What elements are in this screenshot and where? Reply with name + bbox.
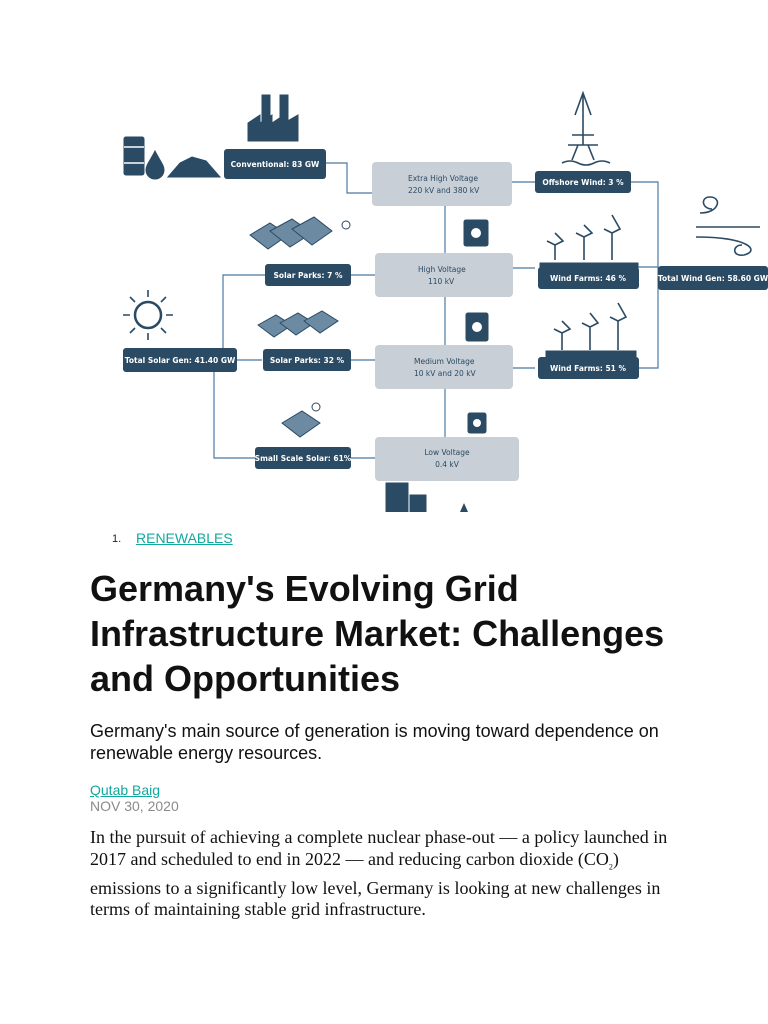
node-solar-parks-32 <box>263 349 351 371</box>
extra-high-voltage-value: 220 kV and 380 kV <box>408 186 480 195</box>
node-wind-farms-51 <box>538 357 639 379</box>
offshore-wind-label: Offshore Wind: 3 % <box>542 178 624 187</box>
oil-barrel-icon <box>124 137 144 175</box>
high-voltage-value: 110 kV <box>428 277 455 286</box>
breadcrumb-renewables-link[interactable]: RENEWABLES <box>136 530 233 546</box>
node-medium-voltage <box>375 345 513 389</box>
low-voltage-value: 0.4 kV <box>435 460 459 469</box>
low-voltage-label: Low Voltage <box>424 448 470 457</box>
article-body-paragraph <box>90 827 670 921</box>
diagram-connectors <box>214 163 658 458</box>
solar-panels-icon-parks-32 <box>258 311 338 337</box>
oil-drop-icon <box>146 151 164 179</box>
transformer-icon-high <box>464 220 488 246</box>
node-small-scale-solar <box>255 447 352 469</box>
medium-voltage-value: 10 kV and 20 kV <box>414 369 476 378</box>
page-title: Germany's Evolving Grid Infrastructure Market: Challenges and Opportunities <box>90 568 665 699</box>
node-conventional <box>224 149 326 179</box>
solar-panel-icon-small <box>282 403 320 437</box>
article-subtitle: Germany's main source of generation is moving toward dependence on renewable energy resources. <box>90 721 659 763</box>
high-voltage-label: High Voltage <box>418 265 466 274</box>
total-solar-gen-label: Total Solar Gen: 41.40 GW <box>124 356 236 365</box>
node-extra-high-voltage <box>372 162 512 206</box>
grid-infrastructure-diagram <box>110 85 768 512</box>
coal-pile-icon <box>168 157 220 177</box>
node-conventional-label: Conventional: 83 GW <box>230 160 320 169</box>
offshore-platform-icon <box>562 93 610 165</box>
small-scale-solar-label: Small Scale Solar: 61% <box>254 454 352 463</box>
node-total-wind-gen <box>658 266 768 290</box>
body-text-part-2: ) emissions to a significantly low level, Germany is looking at new challenges in terms of maintaining stable grid infrastructure. <box>90 848 661 920</box>
solar-parks-7-label: Solar Parks: 7 % <box>273 271 343 280</box>
co2-subscript: 2 <box>608 862 613 872</box>
node-total-solar-gen <box>123 348 237 372</box>
medium-voltage-label: Medium Voltage <box>414 357 475 366</box>
node-offshore-wind <box>535 171 631 193</box>
body-text-part-1: In the pursuit of achieving a complete nuclear phase-out — a policy launched in 2017 and scheduled to end in 2022 — and reducing carbon dioxide (CO <box>90 827 668 869</box>
wind-farms-46-label: Wind Farms: 46 % <box>549 274 627 283</box>
author-link[interactable]: Qutab Baig <box>90 782 161 798</box>
wind-farms-51-label: Wind Farms: 51 % <box>549 364 627 373</box>
node-wind-farms-46 <box>538 267 639 289</box>
node-high-voltage <box>375 253 513 297</box>
solar-panels-icon-parks-7 <box>250 217 350 249</box>
transformer-icon-medium <box>466 313 488 341</box>
transformer-icon-low <box>468 413 486 433</box>
breadcrumb-number: 1. <box>112 533 122 545</box>
solar-parks-32-label: Solar Parks: 32 % <box>269 356 345 365</box>
wind-turbines-icon-farms-46 <box>540 215 638 269</box>
sun-icon <box>123 290 173 340</box>
wind-gust-icon <box>696 197 760 255</box>
node-solar-parks-7 <box>265 264 351 286</box>
publish-date: NOV 30, 2020 <box>90 798 179 814</box>
total-wind-gen-label: Total Wind Gen: 58.60 GW <box>657 274 768 283</box>
wind-turbines-icon-farms-51 <box>546 303 636 357</box>
building-icon <box>386 483 468 512</box>
factory-icon <box>248 95 298 141</box>
node-low-voltage <box>375 437 519 481</box>
extra-high-voltage-label: Extra High Voltage <box>408 174 478 183</box>
